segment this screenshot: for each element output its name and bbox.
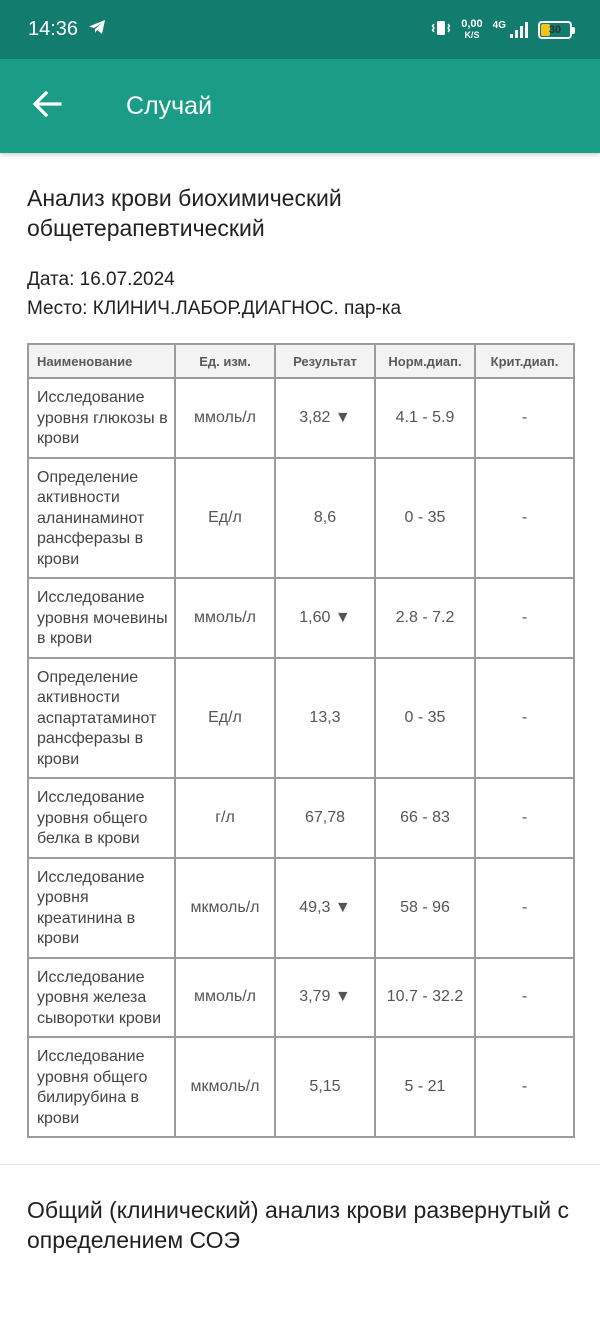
network-type: 4G (492, 19, 506, 31)
analysis-place: Место: КЛИНИЧ.ЛАБОР.ДИАГНОС. пар-ка (27, 298, 402, 319)
test-norm-range: 10.7 - 32.2 (375, 958, 475, 1038)
page-title: Случай (126, 91, 213, 120)
test-crit-range: - (475, 858, 574, 958)
test-result (275, 858, 375, 958)
test-result: 8,6 (275, 458, 375, 579)
clock: 14:36 (28, 18, 79, 40)
test-norm-range: 5 - 21 (375, 1037, 475, 1137)
table-row (28, 378, 574, 458)
test-unit: ммоль/л (175, 378, 275, 458)
result-value: 49,3 (299, 898, 331, 916)
test-norm-range: 2.8 - 7.2 (375, 578, 475, 658)
test-name: Исследование уровня креатинина в крови (28, 858, 175, 958)
test-result (275, 578, 375, 658)
test-crit-range: - (475, 658, 574, 779)
test-norm-range: 66 - 83 (375, 778, 475, 858)
header-result: Результат (275, 344, 375, 378)
vibrate-icon (431, 19, 451, 40)
test-name: Исследование уровня общего билирубина в крови (28, 1037, 175, 1137)
result-value: 1,60 (299, 608, 331, 626)
analysis-meta (27, 265, 573, 323)
test-crit-range: - (475, 1037, 574, 1137)
table-row (28, 1037, 574, 1137)
test-crit-range: - (475, 578, 574, 658)
test-unit: г/л (175, 778, 275, 858)
test-name: Исследование уровня глюкозы в крови (28, 378, 175, 458)
test-name: Исследование уровня железа сыворотки крови (28, 958, 175, 1038)
test-norm-range: 4.1 - 5.9 (375, 378, 475, 458)
table-row (28, 658, 574, 779)
test-unit: ммоль/л (175, 578, 275, 658)
test-name: Определение активности аланинаминот рансферазы в крови (28, 458, 175, 579)
header-crit: Крит.диап. (475, 344, 574, 378)
test-result: 67,78 (275, 778, 375, 858)
battery-level: 30 (548, 23, 562, 36)
test-name: Определение активности аспартатаминот рансферазы в крови (28, 658, 175, 779)
test-crit-range: - (475, 458, 574, 579)
low-arrow-icon: ▼ (334, 898, 351, 916)
table-row (28, 958, 574, 1038)
header-unit: Ед. изм. (175, 344, 275, 378)
header-norm: Норм.диап. (375, 344, 475, 378)
test-unit: мкмоль/л (175, 858, 275, 958)
case-content (0, 153, 600, 1138)
status-bar (0, 0, 600, 59)
test-unit: Ед/л (175, 658, 275, 779)
test-norm-range: 0 - 35 (375, 658, 475, 779)
low-arrow-icon: ▼ (334, 608, 351, 626)
app-bar (0, 59, 600, 153)
low-arrow-icon: ▼ (334, 408, 351, 426)
test-result: 13,3 (275, 658, 375, 779)
test-result: 5,15 (275, 1037, 375, 1137)
low-arrow-icon: ▼ (334, 988, 351, 1006)
header-name: Наименование (28, 344, 175, 378)
test-norm-range: 0 - 35 (375, 458, 475, 579)
test-name: Исследование уровня мочевины в крови (28, 578, 175, 658)
test-crit-range: - (475, 378, 574, 458)
result-value: 3,82 (299, 408, 331, 426)
test-crit-range: - (475, 958, 574, 1038)
table-row (28, 858, 574, 958)
arrow-left-icon (32, 90, 62, 123)
battery-icon (538, 21, 572, 39)
test-result (275, 958, 375, 1038)
test-unit: мкмоль/л (175, 1037, 275, 1137)
test-name: Исследование уровня общего белка в крови (28, 778, 175, 858)
table-row (28, 778, 574, 858)
test-result (275, 378, 375, 458)
test-unit: ммоль/л (175, 958, 275, 1038)
test-unit: Ед/л (175, 458, 275, 579)
analysis-title: Анализ крови биохимический общетерапевтический (27, 185, 342, 241)
table-header-row (28, 344, 574, 378)
back-button[interactable] (0, 59, 94, 153)
table-row (28, 458, 574, 579)
test-crit-range: - (475, 778, 574, 858)
net-speed: 0,00 K/S (461, 17, 483, 40)
table-row (28, 578, 574, 658)
signal-icon (510, 22, 528, 38)
analysis-date: Дата: 16.07.2024 (27, 269, 175, 290)
results-table (27, 343, 575, 1138)
analysis-title-2: Общий (клинический) анализ крови развернутый с определением СОЭ (27, 1197, 569, 1253)
telegram-icon (88, 18, 106, 41)
result-value: 3,79 (299, 988, 331, 1006)
test-norm-range: 58 - 96 (375, 858, 475, 958)
